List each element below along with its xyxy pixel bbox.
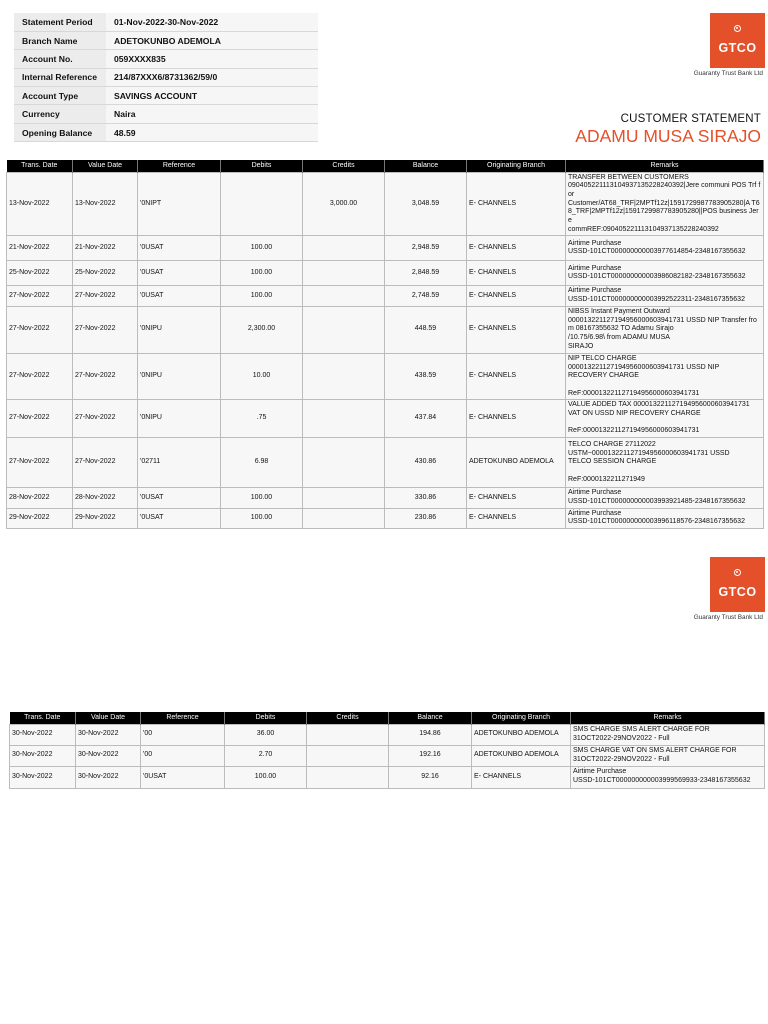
trans-date-cell: 30-Nov-2022 <box>10 724 76 745</box>
table-row <box>7 438 764 488</box>
trans-date-cell: 30-Nov-2022 <box>10 766 76 788</box>
trans-date-cell: 30-Nov-2022 <box>10 745 76 766</box>
debit-cell: 2.70 <box>225 745 307 766</box>
debit-cell: 2,300.00 <box>221 306 303 353</box>
debit-cell: 100.00 <box>221 508 303 528</box>
table-row <box>10 766 765 788</box>
remarks-cell: NIP TELCO CHARGE 000013221127194956000603941731 USSD NIP RECOVERY CHARGE ReF:000013221127194956000603941731 <box>566 353 764 400</box>
column-header: Trans. Date <box>10 712 76 724</box>
value-date-cell: 30-Nov-2022 <box>76 745 141 766</box>
trans-date-cell: 27-Nov-2022 <box>7 306 73 353</box>
column-header: Credits <box>303 160 385 172</box>
trans-date-cell: 21-Nov-2022 <box>7 236 73 261</box>
balance-cell: 438.59 <box>385 353 467 400</box>
trans-date-cell: 25-Nov-2022 <box>7 261 73 286</box>
account-info-value: 059XXXX835 <box>106 50 318 68</box>
remarks-cell: TELCO CHARGE 27112022 USTM~000013221127194956000603941731 USSD TELCO SESSION CHARGE ReF:0000132211271949 <box>566 438 764 488</box>
column-header: Balance <box>385 160 467 172</box>
balance-cell: 3,048.59 <box>385 172 467 236</box>
table-row <box>10 745 765 766</box>
credit-cell <box>303 261 385 286</box>
credit-cell: 3,000.00 <box>303 172 385 236</box>
value-date-cell: 27-Nov-2022 <box>73 286 138 306</box>
branch-cell: ADETOKUNBO ADEMOLA <box>472 724 571 745</box>
reference-cell: '00 <box>141 724 225 745</box>
account-info-value: 01-Nov-2022-30-Nov-2022 <box>106 13 318 31</box>
credit-cell <box>303 488 385 508</box>
value-date-cell: 30-Nov-2022 <box>76 766 141 788</box>
debit-cell <box>221 172 303 236</box>
debit-cell: 100.00 <box>221 286 303 306</box>
branch-cell: E- CHANNELS <box>467 400 566 438</box>
column-header: Credits <box>307 712 389 724</box>
table-row <box>7 488 764 508</box>
value-date-cell: 29-Nov-2022 <box>73 508 138 528</box>
value-date-cell: 25-Nov-2022 <box>73 261 138 286</box>
remarks-cell: Airtime Purchase USSD-101CT000000000003996118576-2348167355632 <box>566 508 764 528</box>
balance-cell: 2,848.59 <box>385 261 467 286</box>
trans-date-cell: 27-Nov-2022 <box>7 400 73 438</box>
reference-cell: '0USAT <box>138 286 221 306</box>
statement-label: CUSTOMER STATEMENT <box>620 113 761 125</box>
remarks-cell: Airtime Purchase USSD-101CT000000000003993921485-2348167355632 <box>566 488 764 508</box>
credit-cell <box>303 438 385 488</box>
debit-cell: 100.00 <box>221 488 303 508</box>
account-info-value: ADETOKUNBO ADEMOLA <box>106 31 318 49</box>
remarks-cell: TRANSFER BETWEEN CUSTOMERS 090405221113104937135228240392|Jere communi POS Trf for Customer/AT68_TRF|2MPTf12z|1591729987783905280|A T68_TRF|2MPTf12z|1591729987783905280||POS business Jere commREF:090405221113104937135228240392 <box>566 172 764 236</box>
value-date-cell: 27-Nov-2022 <box>73 306 138 353</box>
debit-cell: 100.00 <box>225 766 307 788</box>
account-info-row <box>14 50 318 68</box>
account-info-label: Branch Name <box>14 31 106 49</box>
table-row <box>7 172 764 236</box>
balance-cell: 230.86 <box>385 508 467 528</box>
trans-date-cell: 13-Nov-2022 <box>7 172 73 236</box>
credit-cell <box>307 766 389 788</box>
account-info-label: Statement Period <box>14 13 106 31</box>
branch-cell: E- CHANNELS <box>467 488 566 508</box>
credit-cell <box>303 306 385 353</box>
branch-cell: ADETOKUNBO ADEMOLA <box>472 745 571 766</box>
column-header: Debits <box>221 160 303 172</box>
credit-cell <box>303 400 385 438</box>
value-date-cell: 27-Nov-2022 <box>73 353 138 400</box>
column-header: Balance <box>389 712 472 724</box>
branch-cell: ADETOKUNBO ADEMOLA <box>467 438 566 488</box>
remarks-cell: Airtime Purchase USSD-101CT000000000003999569933-2348167355632 <box>571 766 765 788</box>
reference-cell: '0USAT <box>138 236 221 261</box>
trans-date-cell: 28-Nov-2022 <box>7 488 73 508</box>
account-info-row <box>14 123 318 141</box>
reference-cell: '0USAT <box>138 508 221 528</box>
account-info-row <box>14 105 318 123</box>
account-info-label: Account Type <box>14 87 106 105</box>
table-row <box>10 724 765 745</box>
column-header: Debits <box>225 712 307 724</box>
reference-cell: '0USAT <box>138 261 221 286</box>
account-info-value: 214/87XXX6/8731362/59/0 <box>106 68 318 86</box>
branch-cell: E- CHANNELS <box>467 353 566 400</box>
value-date-cell: 21-Nov-2022 <box>73 236 138 261</box>
balance-cell: 448.59 <box>385 306 467 353</box>
logo-text: GTCO <box>718 585 757 599</box>
column-header: Value Date <box>73 160 138 172</box>
balance-cell: 92.16 <box>389 766 472 788</box>
column-header: Originating Branch <box>472 712 571 724</box>
remarks-cell: SMS CHARGE SMS ALERT CHARGE FOR 31OCT2022-29NOV2022 - Full <box>571 724 765 745</box>
account-info-row <box>14 31 318 49</box>
column-header: Value Date <box>76 712 141 724</box>
trans-date-cell: 27-Nov-2022 <box>7 438 73 488</box>
account-info-table <box>14 13 318 142</box>
remarks-cell: Airtime Purchase USSD-101CT000000000003977614854-2348167355632 <box>566 236 764 261</box>
credit-cell <box>303 286 385 306</box>
account-info-label: Currency <box>14 105 106 123</box>
logo-mark-icon <box>734 569 741 576</box>
debit-cell: 100.00 <box>221 261 303 286</box>
account-info-row <box>14 13 318 31</box>
branch-cell: E- CHANNELS <box>467 508 566 528</box>
reference-cell: '0USAT <box>141 766 225 788</box>
balance-cell: 330.86 <box>385 488 467 508</box>
balance-cell: 192.16 <box>389 745 472 766</box>
gtco-logo-page-2 <box>710 557 765 612</box>
remarks-cell: SMS CHARGE VAT ON SMS ALERT CHARGE FOR 31OCT2022-29NOV2022 - Full <box>571 745 765 766</box>
column-header: Reference <box>141 712 225 724</box>
account-info-value: 48.59 <box>106 123 318 141</box>
account-info-label: Opening Balance <box>14 123 106 141</box>
debit-cell: 6.98 <box>221 438 303 488</box>
table-row <box>7 236 764 261</box>
remarks-cell: NIBSS Instant Payment Outward 000013221127194956000603941731 USSD NIP Transfer from 08167355632 TO Adamu Sirajo /10.75/6.98\ from ADAMU MUSA SIRAJO <box>566 306 764 353</box>
table-row <box>7 400 764 438</box>
branch-cell: E- CHANNELS <box>467 286 566 306</box>
account-info-label: Account No. <box>14 50 106 68</box>
trans-date-cell: 27-Nov-2022 <box>7 353 73 400</box>
customer-name: ADAMU MUSA SIRAJO <box>575 126 761 146</box>
value-date-cell: 28-Nov-2022 <box>73 488 138 508</box>
column-header: Remarks <box>566 160 764 172</box>
balance-cell: 2,748.59 <box>385 286 467 306</box>
table-row <box>7 353 764 400</box>
reference-cell: '00 <box>141 745 225 766</box>
balance-cell: 430.86 <box>385 438 467 488</box>
account-info-label: Internal Reference <box>14 68 106 86</box>
trans-date-cell: 29-Nov-2022 <box>7 508 73 528</box>
table-row <box>7 286 764 306</box>
balance-cell: 194.86 <box>389 724 472 745</box>
value-date-cell: 27-Nov-2022 <box>73 438 138 488</box>
logo-text: GTCO <box>718 41 757 55</box>
reference-cell: '0NIPU <box>138 400 221 438</box>
transactions-table-page-1 <box>6 160 764 529</box>
remarks-cell: Airtime Purchase USSD-101CT000000000003986082182-2348167355632 <box>566 261 764 286</box>
logo-tagline: Guaranty Trust Bank Ltd <box>693 70 763 77</box>
debit-cell: 10.00 <box>221 353 303 400</box>
table-header-row <box>10 712 765 724</box>
table-header-row <box>7 160 764 172</box>
debit-cell: 36.00 <box>225 724 307 745</box>
column-header: Remarks <box>571 712 765 724</box>
table-row <box>7 508 764 528</box>
transactions-table-page-2 <box>9 712 765 789</box>
reference-cell: '02711 <box>138 438 221 488</box>
reference-cell: '0NIPU <box>138 306 221 353</box>
credit-cell <box>303 236 385 261</box>
column-header: Trans. Date <box>7 160 73 172</box>
value-date-cell: 13-Nov-2022 <box>73 172 138 236</box>
branch-cell: E- CHANNELS <box>467 306 566 353</box>
remarks-cell: VALUE ADDED TAX 000013221127194956000603941731 VAT ON USSD NIP RECOVERY CHARGE ReF:000013221127194956000603941731 <box>566 400 764 438</box>
gtco-logo <box>710 13 765 68</box>
debit-cell: .75 <box>221 400 303 438</box>
reference-cell: '0NIPU <box>138 353 221 400</box>
value-date-cell: 27-Nov-2022 <box>73 400 138 438</box>
account-info-row <box>14 68 318 86</box>
trans-date-cell: 27-Nov-2022 <box>7 286 73 306</box>
logo-mark-icon <box>734 25 741 32</box>
branch-cell: E- CHANNELS <box>467 236 566 261</box>
remarks-cell: Airtime Purchase USSD-101CT000000000003992522311-2348167355632 <box>566 286 764 306</box>
column-header: Reference <box>138 160 221 172</box>
credit-cell <box>307 745 389 766</box>
value-date-cell: 30-Nov-2022 <box>76 724 141 745</box>
table-row <box>7 261 764 286</box>
branch-cell: E- CHANNELS <box>467 261 566 286</box>
reference-cell: '0USAT <box>138 488 221 508</box>
credit-cell <box>307 724 389 745</box>
branch-cell: E- CHANNELS <box>472 766 571 788</box>
branch-cell: E- CHANNELS <box>467 172 566 236</box>
credit-cell <box>303 353 385 400</box>
debit-cell: 100.00 <box>221 236 303 261</box>
table-row <box>7 306 764 353</box>
balance-cell: 437.84 <box>385 400 467 438</box>
account-info-row <box>14 87 318 105</box>
account-info-value: SAVINGS ACCOUNT <box>106 87 318 105</box>
balance-cell: 2,948.59 <box>385 236 467 261</box>
credit-cell <box>303 508 385 528</box>
logo-tagline-page-2: Guaranty Trust Bank Ltd <box>693 614 763 621</box>
column-header: Originating Branch <box>467 160 566 172</box>
account-info-value: Naira <box>106 105 318 123</box>
reference-cell: '0NIPT <box>138 172 221 236</box>
